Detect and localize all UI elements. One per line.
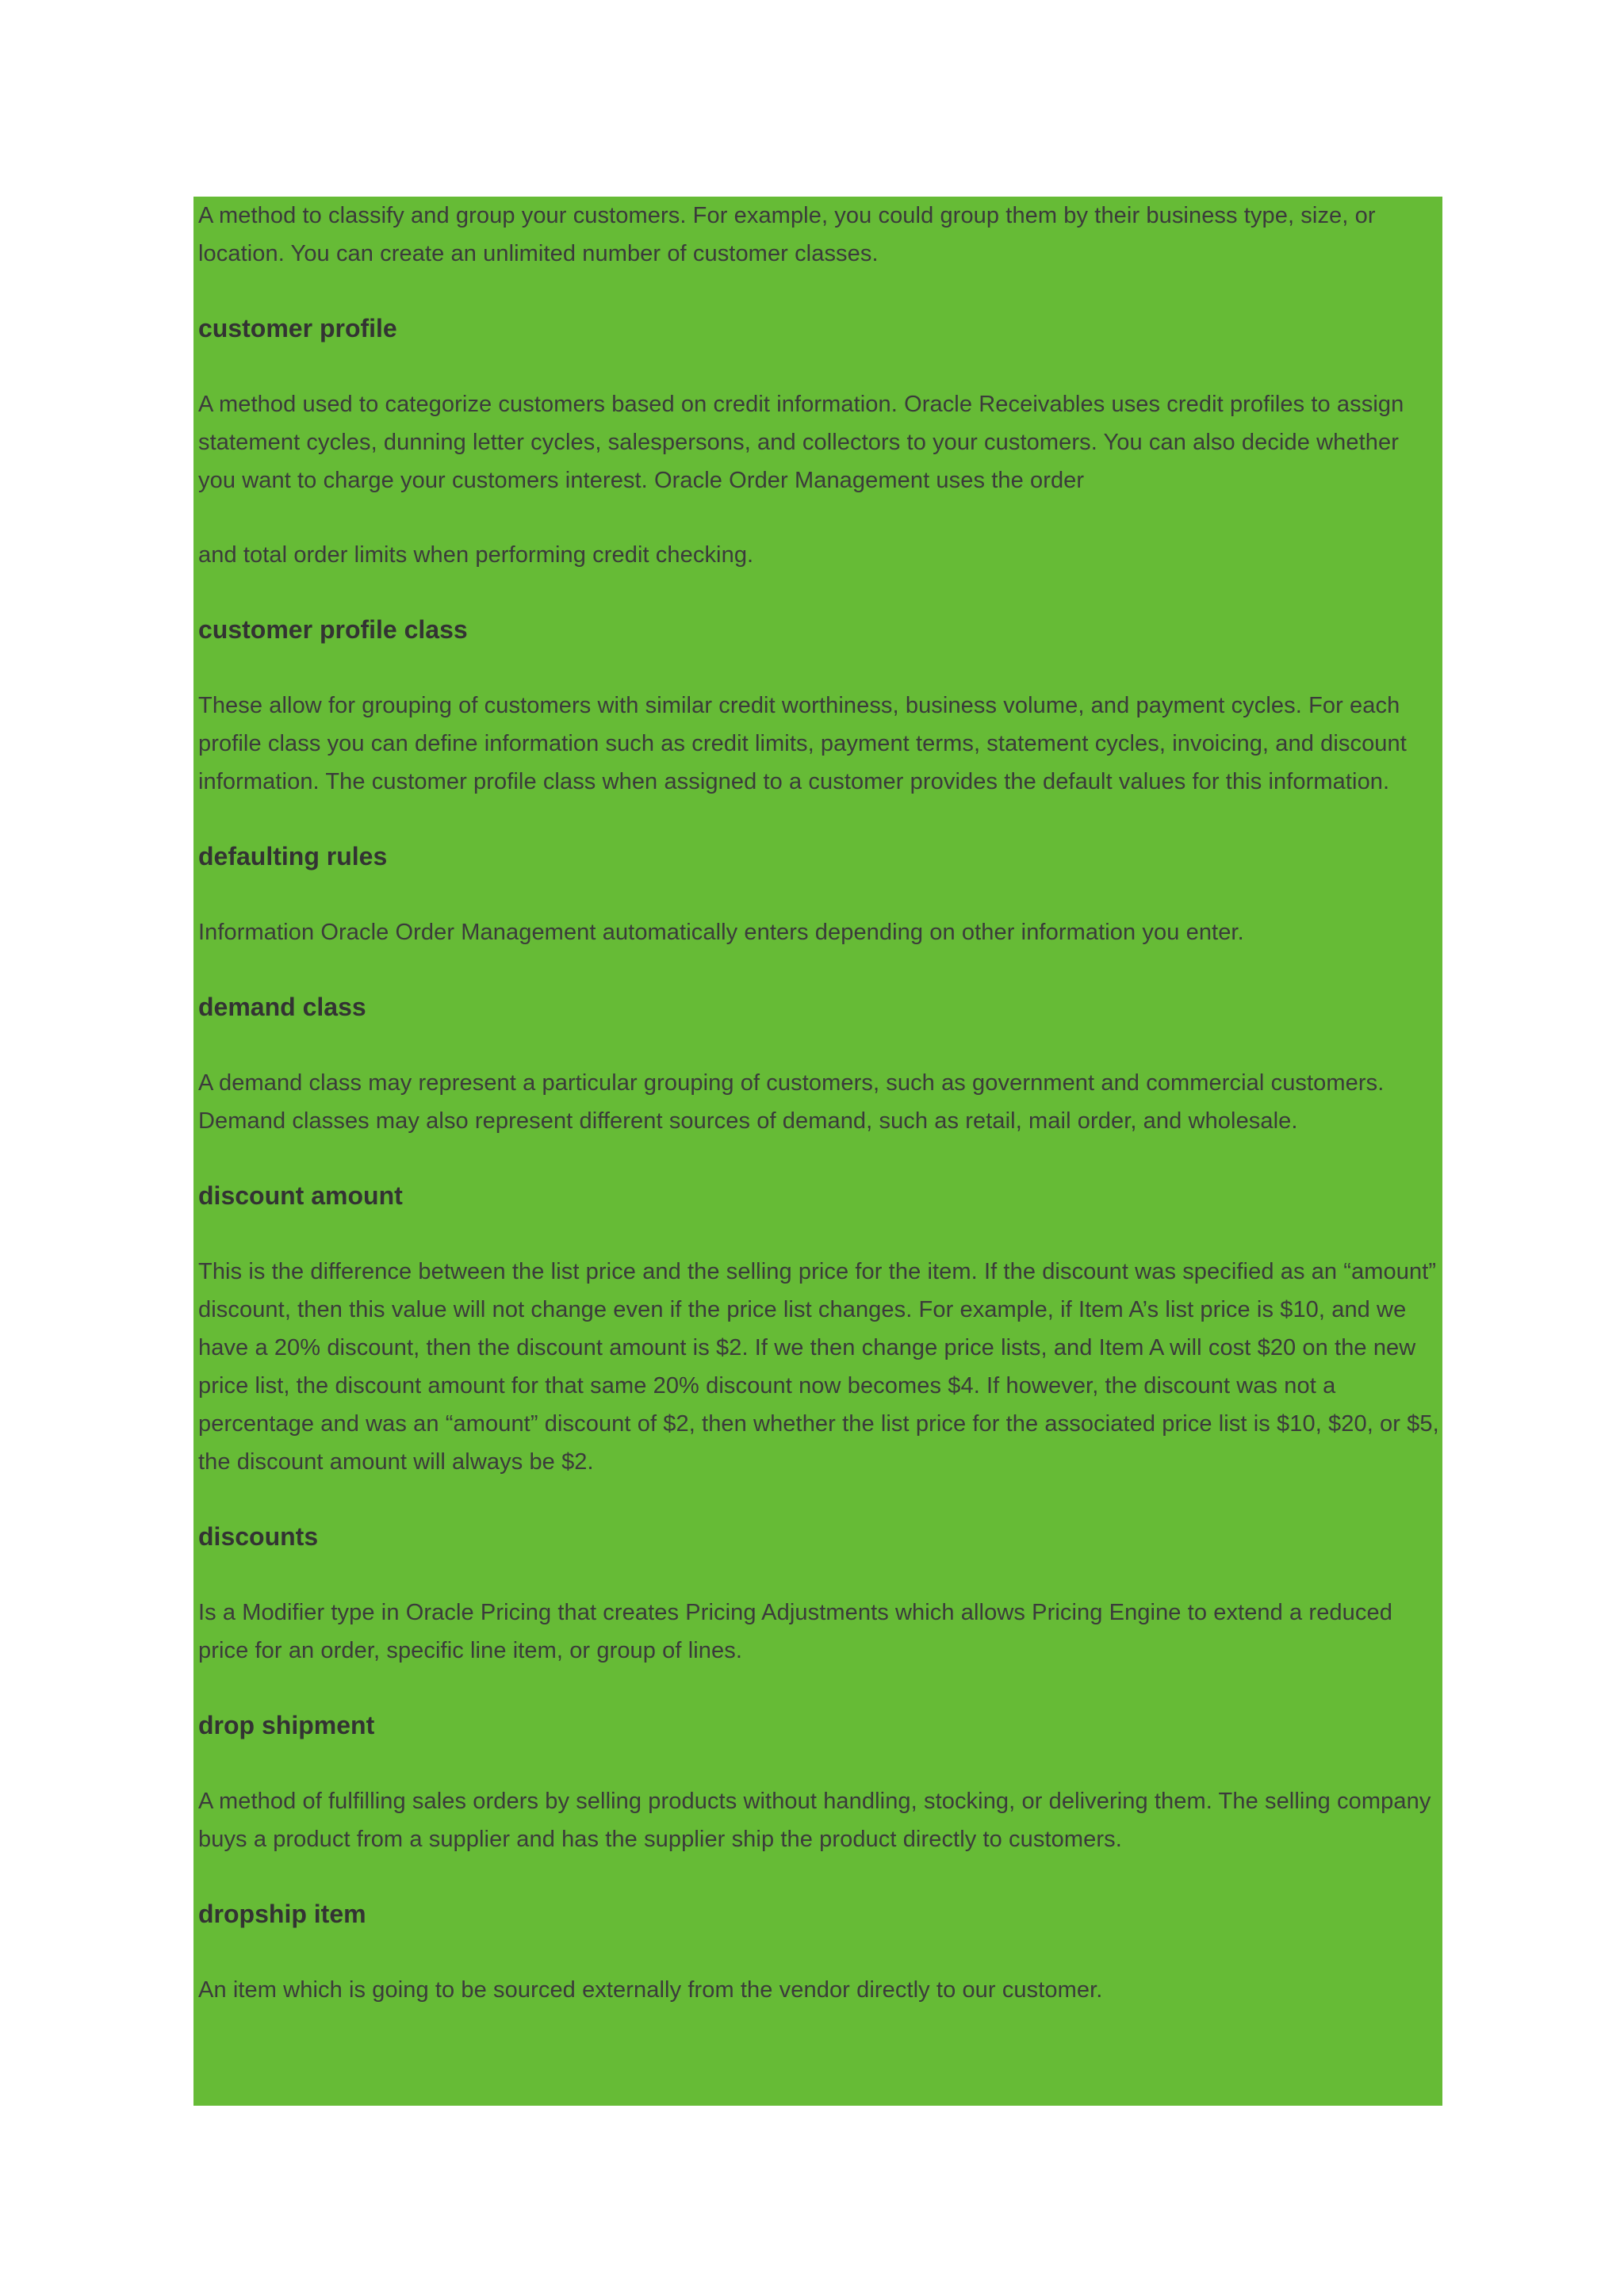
glossary-content <box>198 197 1439 2009</box>
glossary-term: discounts <box>198 1522 319 1551</box>
glossary-term: dropship item <box>198 1900 366 1928</box>
glossary-entry-customer-profile <box>198 309 1439 574</box>
definition-paragraph: This is the difference between the list price and the selling price for the item. If the discount was specified as an “amount” discount, then this value will not change even if the price list changes. For example, if Item A’s list price is $10, and we have a 20% discount, then the discount amount is $2. If we then change price lists, and Item A will cost $20 on the new price list, the discount amount for that same 20% discount now becomes $4. If however, the discount was not a percentage and was an “amount” discount of $2, then whether the list price for the associated price list is $10, $20, or $5, the discount amount will always be $2. <box>198 1259 1439 1475</box>
glossary-entry-defaulting-rules <box>198 837 1439 951</box>
glossary-term: drop shipment <box>198 1711 375 1739</box>
glossary-entry-drop-shipment <box>198 1706 1439 1858</box>
definition-paragraph: An item which is going to be sourced externally from the vendor directly to our customer. <box>198 1977 1103 2003</box>
definition-paragraph: Information Oracle Order Management automatically enters depending on other information you enter. <box>198 920 1244 945</box>
definition-paragraph: A demand class may represent a particular grouping of customers, such as government and commercial customers. Demand classes may also represent different sources of demand, such as retail, mail order, and wholesale. <box>198 1070 1385 1134</box>
definition-paragraph: and total order limits when performing credit checking. <box>198 542 754 568</box>
glossary-term: defaulting rules <box>198 842 388 871</box>
glossary-term: demand class <box>198 993 366 1021</box>
glossary-term: customer profile <box>198 314 397 342</box>
definition-paragraph: Is a Modifier type in Oracle Pricing that creates Pricing Adjustments which allows Pricing Engine to extend a reduced price for an order, specific line item, or group of lines. <box>198 1600 1392 1663</box>
glossary-term: customer profile class <box>198 615 468 644</box>
glossary-entry-dropship-item <box>198 1895 1439 2009</box>
glossary-entry-customer-profile-class <box>198 610 1439 801</box>
definition-paragraph: A method to classify and group your customers. For example, you could group them by their business type, size, or location. You can create an unlimited number of customer classes. <box>198 203 1376 266</box>
definition-paragraph: These allow for grouping of customers with similar credit worthiness, business volume, and payment cycles. For each profile class you can define information such as credit limits, payment terms, statement cycles, invoicing, and discount information. The customer profile class when assigned to a customer provides the default values for this information. <box>198 693 1407 794</box>
glossary-term: discount amount <box>198 1181 403 1210</box>
glossary-entry-customer-class <box>198 197 1439 273</box>
glossary-entry-demand-class <box>198 988 1439 1140</box>
definition-paragraph: A method used to categorize customers based on credit information. Oracle Receivables uses credit profiles to assign statement cycles, dunning letter cycles, salespersons, and collectors to your customers. You can also decide whether you want to charge your customers interest. Oracle Order Management uses the order <box>198 392 1404 493</box>
definition-paragraph: A method of fulfilling sales orders by selling products without handling, stocking, or delivering them. The selling company buys a product from a supplier and has the supplier ship the product directly to customers. <box>198 1789 1431 1852</box>
glossary-entry-discounts <box>198 1517 1439 1670</box>
glossary-entry-discount-amount <box>198 1177 1439 1481</box>
